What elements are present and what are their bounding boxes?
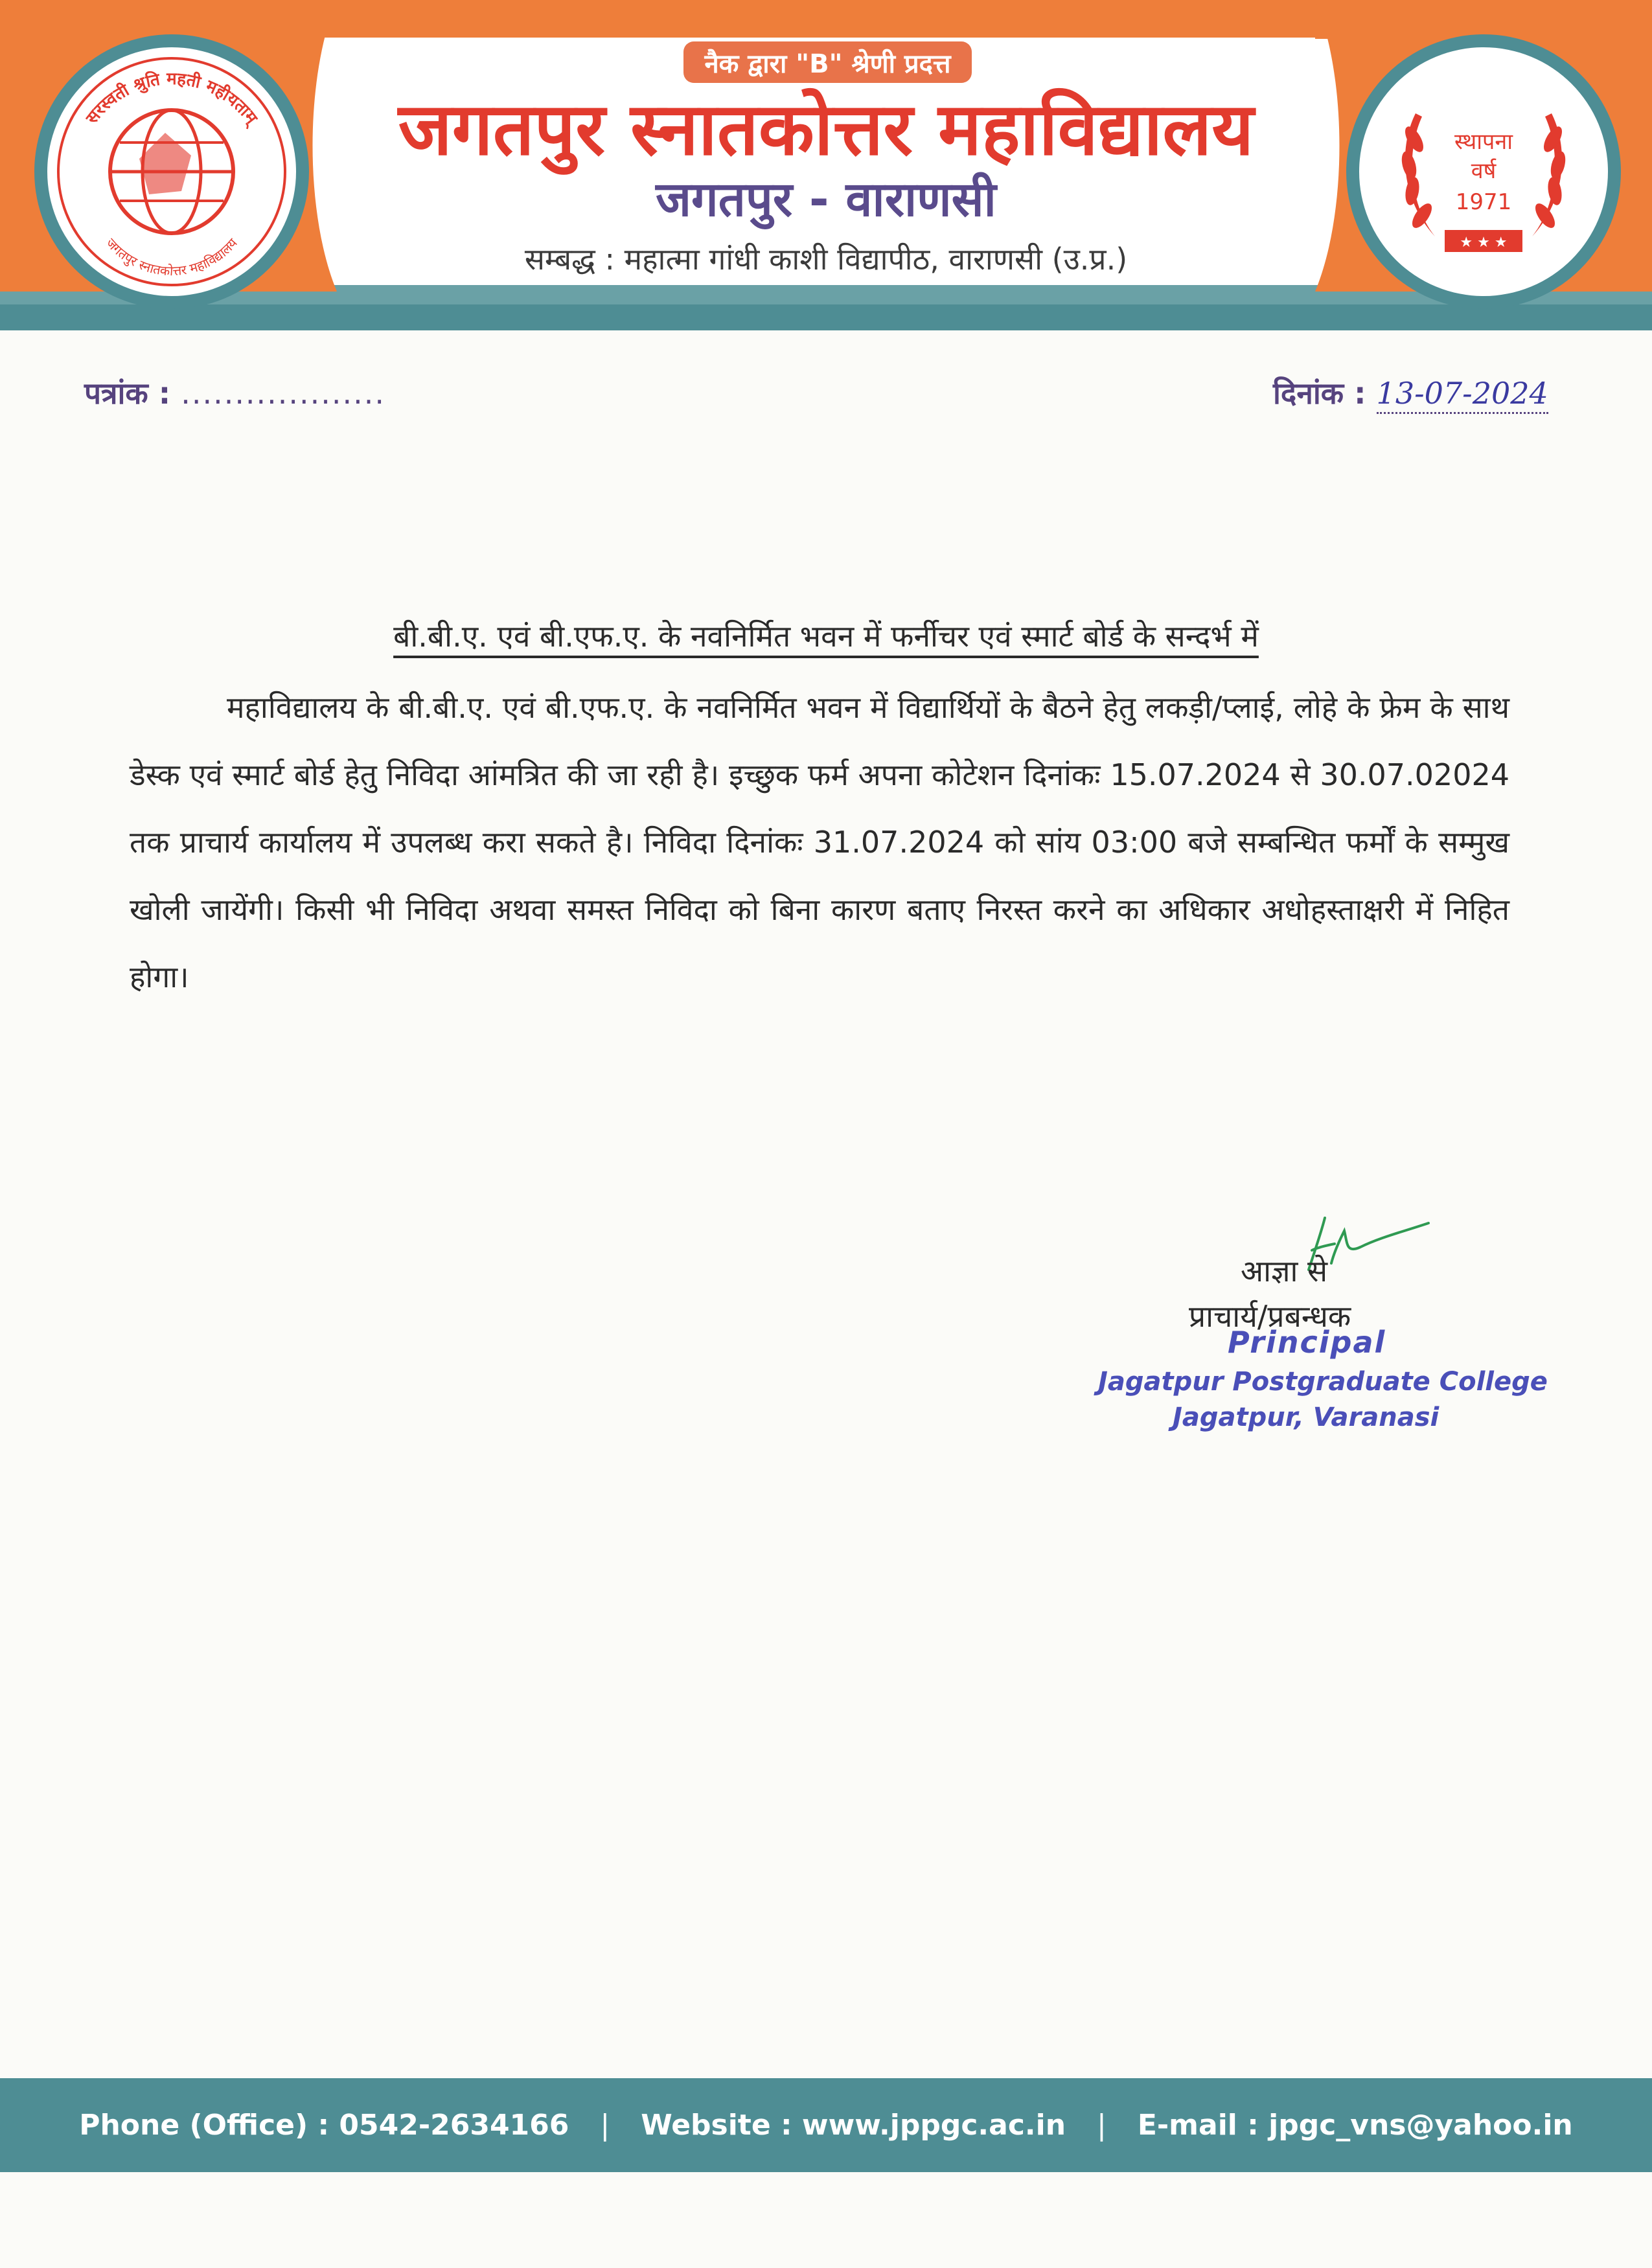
signoff-designation: प्राचार्य/प्रबन्धक: [1189, 1299, 1351, 1334]
date-value: 13-07-2024: [1377, 376, 1548, 414]
stamp-location: Jagatpur, Varanasi: [1173, 1403, 1440, 1432]
emblem-year: 1971: [1455, 189, 1512, 215]
accreditation-badge: नैक द्वारा "B" श्रेणी प्रदत्त: [683, 41, 972, 83]
stamp-title: Principal: [1228, 1325, 1386, 1360]
signoff-order: आज्ञा से: [1241, 1254, 1328, 1289]
footer-phone: Phone (Office) : 0542-2634166: [79, 2109, 569, 2142]
emblem-stars: ★ ★ ★: [1460, 235, 1508, 251]
establishment-emblem: [1338, 29, 1629, 314]
footer-email: E-mail : jpgc_vns@yahoo.in: [1137, 2109, 1573, 2142]
footer-website: Website : www.jppgc.ac.in: [641, 2109, 1066, 2142]
college-city: जगतपुर - वाराणसी: [656, 172, 996, 227]
logo-ring-text: जगतपुर स्नातकोत्तर महाविद्यालय: [103, 235, 240, 279]
reference-value: ...................: [181, 376, 386, 411]
date-label: दिनांक :: [1273, 376, 1366, 411]
letter-body: महाविद्यालय के बी.बी.ए. एवं बी.एफ.ए. के नवनिर्मित भवन में विद्यार्थियों के बैठने हेतु लकड़ी/प्लाई, लोहे के फ्रेम के साथ डेस्क एवं स्मार्ट बोर्ड हेतु निविदा आंमत्रित की जा रही है। इच्छुक फर्म अपना कोटेशन दिनांकः 15.07.2024 से 30.07.02024 तक प्राचार्य कार्यालय में उपलब्ध करा सकते है। निविदा दिनांकः 31.07.2024 को सांय 03:00 बजे सम्बन्धित फर्मों के सम्मुख खोली जायेंगी। किसी भी निविदा अथवा समस्त निविदा को बिना कारण बताए निरस्त करने का अधिकार अधोहस्ताक्षरी में निहित होगा।: [130, 690, 1509, 994]
reference-number: [84, 372, 385, 413]
emblem-label-2: वर्ष: [1471, 158, 1497, 184]
letter-date: [1273, 372, 1548, 413]
college-logo: [26, 29, 317, 314]
footer-separator: |: [600, 2109, 610, 2142]
footer-contact: [0, 2078, 1652, 2172]
footer-separator: |: [1097, 2109, 1107, 2142]
emblem-label: स्थापना: [1454, 129, 1513, 155]
affiliation-line: सम्बद्ध : महात्मा गांधी काशी विद्यापीठ, वाराणसी (उ.प्र.): [524, 242, 1128, 277]
stamp-college: Jagatpur Postgraduate College: [1098, 1367, 1548, 1397]
college-name: जगतपुर स्नातकोत्तर महाविद्यालय: [398, 87, 1254, 172]
logo-motto: सरस्वती श्रुति महती महीयताम्: [82, 69, 261, 128]
reference-label: पत्रांक :: [84, 376, 171, 411]
letter-subject: बी.बी.ए. एवं बी.एफ.ए. के नवनिर्मित भवन में फर्नीचर एवं स्मार्ट बोर्ड के सन्दर्भ में: [393, 619, 1259, 654]
